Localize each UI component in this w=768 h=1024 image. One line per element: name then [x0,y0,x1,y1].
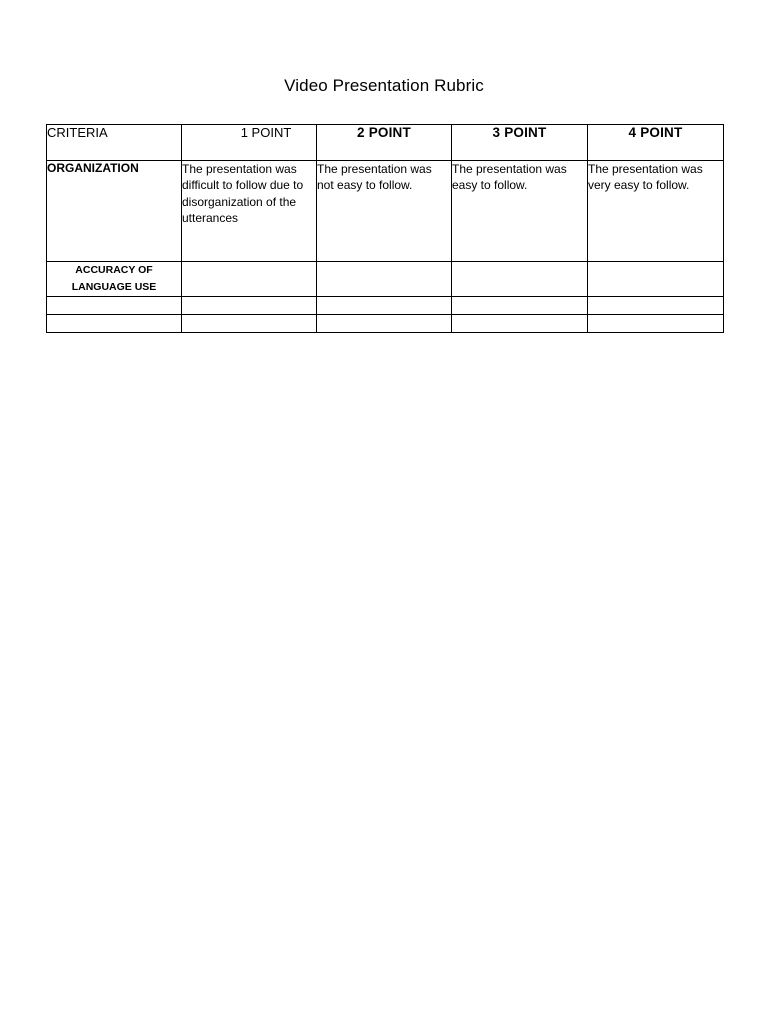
accuracy-3-point-cell [452,262,588,297]
empty-cell [47,297,182,315]
organization-2-point-desc: The presentation was not easy to follow. [317,161,452,262]
header-1-point [182,125,317,161]
organization-3-point-desc: The presentation was easy to follow. [452,161,588,262]
empty-cell [317,297,452,315]
header-3-point: 3 POINT [452,125,588,161]
rubric-table [46,124,724,333]
empty-cell [452,297,588,315]
accuracy-2-point-cell [317,262,452,297]
accuracy-label [47,262,182,297]
empty-row [47,297,724,315]
accuracy-label-line1: ACCURACY OF [75,264,153,276]
empty-cell [588,297,724,315]
empty-row [47,315,724,333]
header-4-point: 4 POINT [588,125,724,161]
empty-cell [182,315,317,333]
header-1-point-label: 1 POINT [240,125,292,140]
empty-cell [47,315,182,333]
header-2-point: 2 POINT [317,125,452,161]
header-criteria: CRITERIA [47,125,182,161]
accuracy-1-point-cell [182,262,317,297]
organization-label: ORGANIZATION [47,161,182,262]
empty-cell [317,315,452,333]
empty-cell [452,315,588,333]
organization-1-point-desc: The presentation was difficult to follow due to disorganization of the utterances [182,161,317,262]
header-row [47,125,724,161]
accuracy-label-line2: LANGUAGE USE [71,281,157,293]
organization-row [47,161,724,262]
empty-cell [182,297,317,315]
accuracy-4-point-cell [588,262,724,297]
accuracy-row [47,262,724,297]
organization-4-point-desc: The presentation was very easy to follow. [588,161,724,262]
document-title: Video Presentation Rubric [284,76,484,95]
empty-cell [588,315,724,333]
